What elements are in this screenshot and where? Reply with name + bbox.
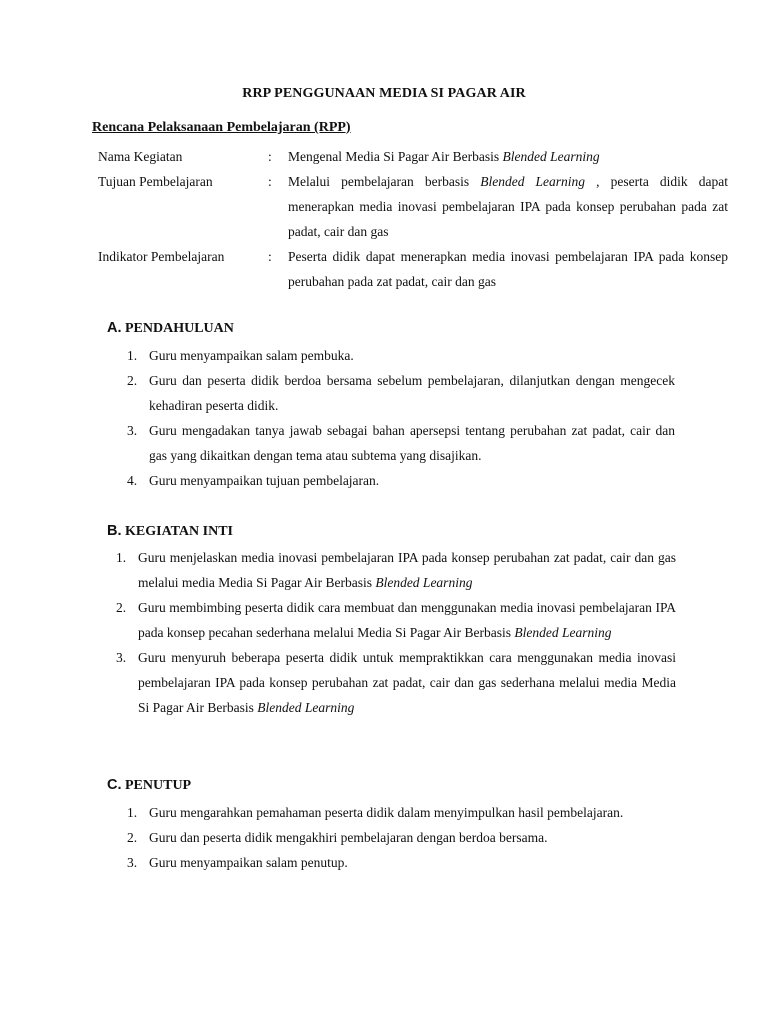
document-title: RRP PENGGUNAAN MEDIA SI PAGAR AIR <box>242 86 526 101</box>
pendahuluan-list <box>127 343 675 493</box>
info-row-nama-kegiatan <box>98 144 728 169</box>
info-key: Nama Kegiatan <box>98 149 183 164</box>
list-item: 2. Guru membimbing peserta didik cara membuat dan menggunakan media inovasi pembelajaran IPA pada konsep pecahan sederhana melalui Media Si Pagar Air Berbasis Blended Learning <box>116 600 676 640</box>
penutup-list <box>127 800 675 875</box>
activity-info-table <box>98 144 728 294</box>
list-item: 3. Guru menyampaikan salam penutup. <box>127 855 348 870</box>
info-key: Indikator Pembelajaran <box>98 249 225 264</box>
info-separator: : <box>268 149 272 164</box>
section-heading-kegiatan-inti: B. KEGIATAN INTI <box>107 523 234 539</box>
info-value: Mengenal Media Si Pagar Air Berbasis Blended Learning <box>288 149 600 164</box>
section-heading-pendahuluan: A. PENDAHULUAN <box>107 320 234 336</box>
list-item: 2. Guru dan peserta didik berdoa bersama sebelum pembelajaran, dilanjutkan dengan mengecek kehadiran peserta didik. <box>127 373 675 413</box>
list-item: 1. Guru menjelaskan media inovasi pembelajaran IPA pada konsep perubahan zat padat, cair dan gas melalui media Media Si Pagar Air Berbasis Blended Learning <box>116 550 676 590</box>
list-item: 3. Guru menyuruh beberapa peserta didik untuk mempraktikkan cara menggunakan media inovasi pembelajaran IPA pada konsep perubahan zat padat, cair dan gas sederhana melalui media Media Si Pagar Air Berbasis Blended Learning <box>116 650 676 715</box>
list-item: 3. Guru mengadakan tanya jawab sebagai bahan apersepsi tentang perubahan zat padat, cair dan gas yang dikaitkan dengan tema atau subtema yang disajikan. <box>127 423 675 463</box>
list-item: 2. Guru dan peserta didik mengakhiri pembelajaran dengan berdoa bersama. <box>127 830 548 845</box>
list-item: 1. Guru mengarahkan pemahaman peserta didik dalam menyimpulkan hasil pembelajaran. <box>127 805 624 820</box>
info-separator: : <box>268 174 272 189</box>
info-separator: : <box>268 249 272 264</box>
section-heading-penutup: C. PENUTUP <box>107 777 192 793</box>
info-row-tujuan-pembelajaran <box>98 169 728 244</box>
list-item: 4. Guru menyampaikan tujuan pembelajaran. <box>127 473 380 488</box>
info-value: Melalui pembelajaran berbasis Blended Learning , peserta didik dapat menerapkan media inovasi pembelajaran IPA pada konsep perubahan pada zat padat, cair dan gas <box>288 174 728 239</box>
document-subtitle: Rencana Pelaksanaan Pembelajaran (RPP) <box>92 120 351 135</box>
info-key: Tujuan Pembelajaran <box>98 174 213 189</box>
kegiatan-inti-list <box>116 545 676 720</box>
info-row-indikator-pembelajaran <box>98 244 728 294</box>
info-value: Peserta didik dapat menerapkan media inovasi pembelajaran IPA pada konsep perubahan pada zat padat, cair dan gas <box>288 249 728 289</box>
list-item: 1. Guru menyampaikan salam pembuka. <box>127 348 354 363</box>
